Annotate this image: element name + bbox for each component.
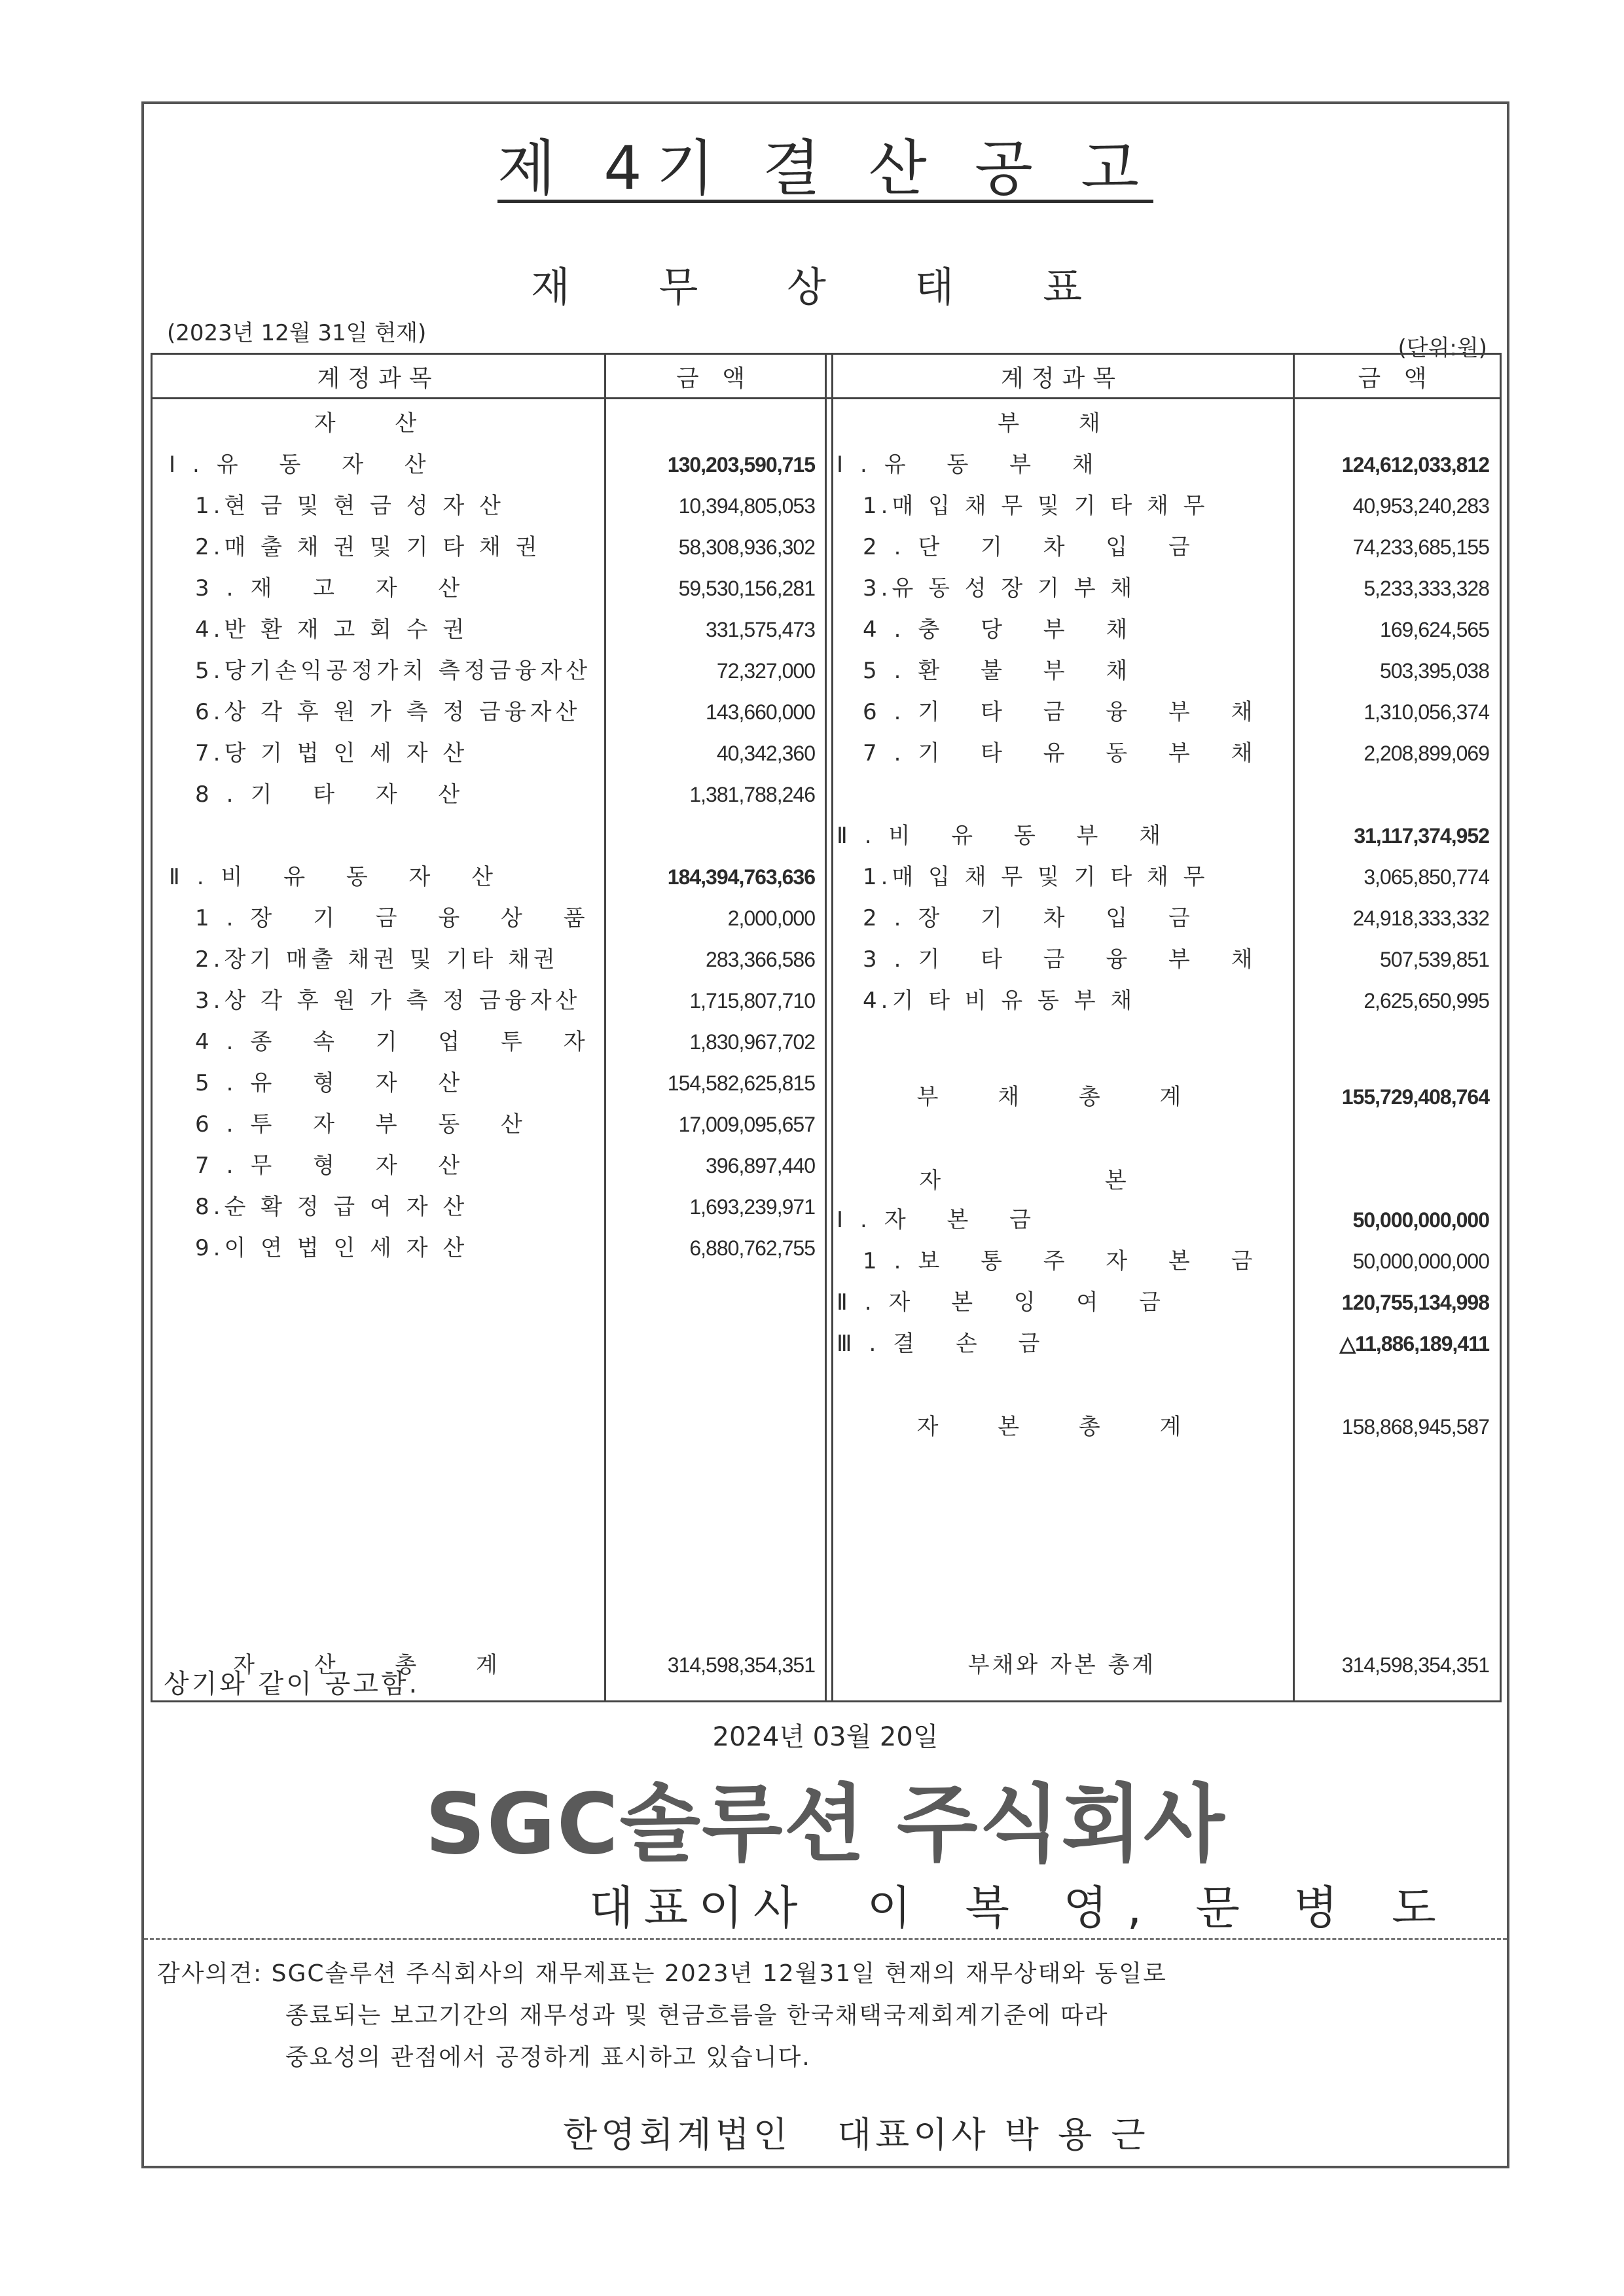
row-amount: 169,624,565 <box>1380 618 1489 641</box>
row-label: Ⅱ.비 유 동 부 채 <box>837 823 1178 849</box>
row-label: 4.충 당 부 채 <box>863 617 1145 643</box>
row-label: 6.상 각 후 원 가 측 정 금융자산 <box>195 699 581 725</box>
row-amount: 40,342,360 <box>716 742 815 765</box>
row-amount: 5,233,333,328 <box>1363 577 1489 600</box>
row-label: Ⅱ.비 유 동 자 산 <box>169 864 510 890</box>
assets-total-label: 자 산 총 계 <box>233 1652 524 1678</box>
row-amount: 31,117,374,952 <box>1354 824 1489 848</box>
row-label: 4.종 속 기 업 투 자 <box>195 1029 602 1055</box>
auditor-rep: 대표이사 박 용 근 <box>837 2114 1149 2155</box>
row-amount <box>604 816 815 855</box>
row-amount: 1,310,056,374 <box>1363 700 1489 724</box>
row-label: Ⅲ.결 손 금 <box>837 1331 1057 1357</box>
ceo-line <box>589 1871 1456 1937</box>
row-label <box>837 775 1288 814</box>
row-amount <box>1293 775 1489 814</box>
row-amount: △11,886,189,411 <box>1339 1332 1489 1355</box>
row-amount: 1,693,239,971 <box>689 1195 815 1219</box>
row-amount: 24,918,333,332 <box>1352 906 1489 930</box>
row-label: 3.상 각 후 원 가 측 정 금융자산 <box>195 988 581 1014</box>
row-label: 7.기 타 유 동 부 채 <box>863 740 1270 766</box>
equity-total-amount: 158,868,945,587 <box>1341 1415 1489 1439</box>
row-amount: 283,366,586 <box>706 948 815 971</box>
row-amount: 124,612,033,812 <box>1341 453 1489 476</box>
row-label: 8.순 확 정 급 여 자 산 <box>195 1194 469 1220</box>
row-label: 6.기 타 금 융 부 채 <box>863 699 1270 725</box>
report-date: (2023년 12월 31일 현재) <box>167 320 427 346</box>
row-label: Ⅰ.유 동 부 채 <box>837 452 1111 478</box>
row-amount: 184,394,763,636 <box>667 865 815 889</box>
row-label: 7.당 기 법 인 세 자 산 <box>195 740 469 766</box>
statement-title: 재 무 상 태 표 <box>530 263 1121 311</box>
row-amount: 1,715,807,710 <box>689 989 815 1013</box>
row-label: 8.기 타 자 산 <box>195 781 477 808</box>
row-amount: 507,539,851 <box>1380 948 1489 971</box>
audit-opinion <box>157 1953 1167 2079</box>
notice-text: 상기와 같이 공고함. <box>164 1669 420 1699</box>
row-label: 2.장 기 차 입 금 <box>863 905 1207 931</box>
row-label: 5.당기손익공정가치 측정금융자산 <box>195 658 592 684</box>
row-amount: 40,953,240,283 <box>1352 494 1489 518</box>
dashed-divider <box>144 1938 1507 1940</box>
assets-total-amount: 314,598,354,351 <box>667 1653 815 1677</box>
document-title: 제 4기 결 산 공 고 <box>497 134 1153 204</box>
column-divider <box>825 355 827 1700</box>
row-label: 3.유 동 성 장 기 부 채 <box>863 575 1136 601</box>
row-amount: 396,897,440 <box>706 1154 815 1177</box>
row-label: 4.반 환 재 고 회 수 권 <box>195 617 469 643</box>
row-label: 2.매 출 채 권 및 기 타 채 권 <box>195 534 541 560</box>
row-label: 3.기 타 금 융 부 채 <box>863 946 1270 973</box>
assets-heading: 자 산 <box>314 410 443 437</box>
row-amount: 6,880,762,755 <box>689 1236 815 1260</box>
audit-line-1: 감사의견: SGC솔루션 주식회사의 재무제표는 2023년 12월31일 현재의 재무상태와 동일로 <box>157 1960 1167 1987</box>
row-label: 3.재 고 자 산 <box>195 575 477 601</box>
row-amount: 59,530,156,281 <box>678 577 815 600</box>
row-label: 5.환 불 부 채 <box>863 658 1145 684</box>
row-label: 2.장기 매출 채권 및 기타 채권 <box>195 946 559 973</box>
row-amount: 72,327,000 <box>716 659 815 683</box>
row-label: 6.투 자 부 동 산 <box>195 1111 539 1138</box>
auditor-signature <box>563 2107 1149 2157</box>
balance-sheet-table <box>151 353 1502 1702</box>
row-label: 5.유 형 자 산 <box>195 1070 477 1096</box>
grand-total-label: 부채와 자본 총계 <box>967 1652 1157 1678</box>
column-divider <box>831 355 833 1700</box>
row-amount: 143,660,000 <box>706 700 815 724</box>
row-label: 9.이 연 법 인 세 자 산 <box>195 1235 469 1261</box>
row-amount: 503,395,038 <box>1380 659 1489 683</box>
row-amount: 2,000,000 <box>727 906 815 930</box>
company-name: SGC솔루션 주식회사 <box>425 1776 1226 1873</box>
sign-date: 2024년 03월 20일 <box>712 1722 939 1752</box>
row-label: Ⅱ.자 본 잉 여 금 <box>837 1289 1178 1316</box>
equity-heading: 자 본 <box>919 1168 1205 1194</box>
row-label: Ⅰ.유 동 자 산 <box>169 452 443 478</box>
header-amount-left: 금 액 <box>676 365 753 392</box>
row-amount: 2,625,650,995 <box>1363 989 1489 1013</box>
row-label: 2.단 기 차 입 금 <box>863 534 1207 560</box>
row-amount: 1,830,967,702 <box>689 1030 815 1054</box>
row-amount: 2,208,899,069 <box>1363 742 1489 765</box>
row-label: 7.무 형 자 산 <box>195 1153 477 1179</box>
row-amount: 3,065,850,774 <box>1363 865 1489 889</box>
row-amount: 154,582,625,815 <box>667 1071 815 1095</box>
ceo-title: 대표이사 <box>589 1881 808 1935</box>
row-label: 1.현 금 및 현 금 성 자 산 <box>195 493 505 519</box>
unit-label: (단위:원) <box>1398 335 1487 361</box>
row-amount: 74,233,685,155 <box>1352 535 1489 559</box>
row-amount: 130,203,590,715 <box>667 453 815 476</box>
row-label: 4.기 타 비 유 동 부 채 <box>863 988 1136 1014</box>
header-amount-right: 금 액 <box>1358 365 1435 392</box>
row-amount: 17,009,095,657 <box>678 1113 815 1136</box>
row-amount: 50,000,000,000 <box>1352 1249 1489 1273</box>
row-label: 1.매 입 채 무 및 기 타 채 무 <box>863 493 1209 519</box>
row-amount: 331,575,473 <box>706 618 815 641</box>
liabilities-heading: 부 채 <box>998 410 1127 437</box>
liabilities-total-label: 부 채 총 계 <box>916 1084 1208 1110</box>
header-account-left: 계정과목 <box>317 365 440 392</box>
row-label: 1.장 기 금 융 상 품 <box>195 905 602 931</box>
row-label: 1.보 통 주 자 본 금 <box>863 1248 1270 1274</box>
row-amount: 50,000,000,000 <box>1352 1208 1489 1232</box>
liabilities-total-amount: 155,729,408,764 <box>1341 1085 1489 1109</box>
row-amount: 58,308,936,302 <box>678 535 815 559</box>
row-label: 1.매 입 채 무 및 기 타 채 무 <box>863 864 1209 890</box>
row-amount: 120,755,134,998 <box>1341 1291 1489 1314</box>
row-label <box>169 816 594 855</box>
equity-total-label: 자 본 총 계 <box>916 1414 1208 1440</box>
auditor-firm: 한영회계법인 <box>563 2114 791 2155</box>
header-divider <box>153 397 1500 399</box>
audit-line-2: 종료되는 보고기간의 재무성과 및 현금흐름을 한국채택국제회계기준에 따라 <box>285 2002 1109 2029</box>
row-label: Ⅰ.자 본 금 <box>837 1207 1048 1233</box>
document-frame <box>141 101 1509 2168</box>
row-amount: 10,394,805,053 <box>678 494 815 518</box>
audit-line-3: 중요성의 관점에서 공정하게 표시하고 있습니다. <box>285 2044 811 2071</box>
row-amount: 1,381,788,246 <box>689 783 815 806</box>
ceo-names: 이 복 영, 문 병 도 <box>867 1881 1456 1935</box>
grand-total-amount: 314,598,354,351 <box>1341 1653 1489 1677</box>
header-account-right: 계정과목 <box>1000 365 1124 392</box>
